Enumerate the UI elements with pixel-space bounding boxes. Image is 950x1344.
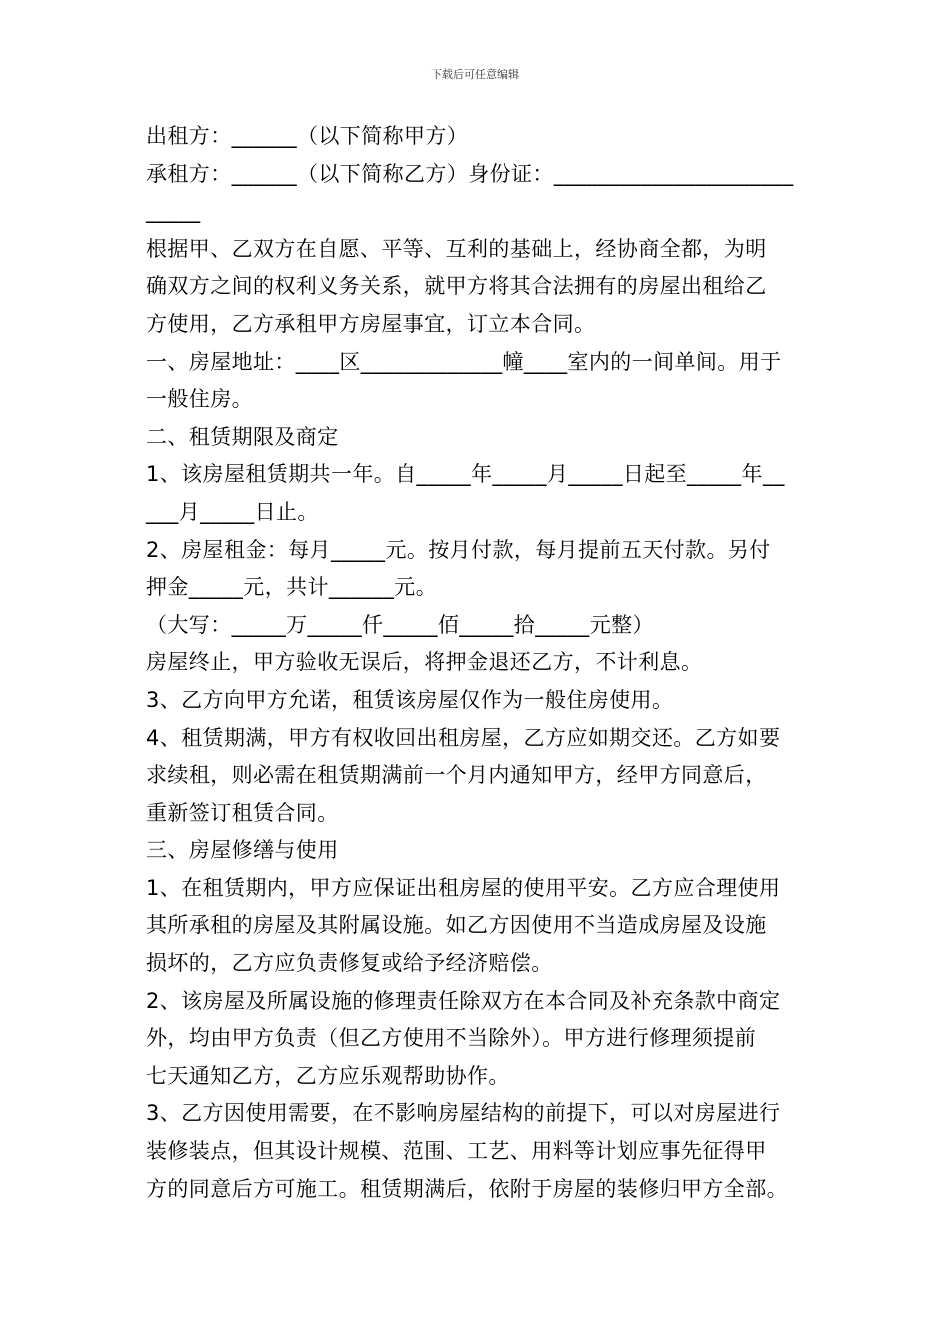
contract-line: 1、在租赁期内，甲方应保证出租房屋的使用平安。乙方应合理使用: [146, 875, 781, 900]
contract-line: 一般住房。: [146, 387, 253, 412]
contract-line: 损坏的，乙方应负责修复或给予经济赔偿。: [146, 951, 553, 976]
contract-line: 一、房屋地址：____区_____________幢____室内的一间单间。用于: [146, 349, 782, 374]
contract-line: 根据甲、乙双方在自愿、平等、互利的基础上，经协商全都，为明: [146, 236, 767, 261]
contract-line: _____: [146, 199, 201, 224]
contract-line: 1、该房屋租赁期共一年。自_____年_____月_____日起至_____年__: [146, 462, 785, 487]
contract-line: 2、该房屋及所属设施的修理责任除双方在本合同及补充条款中商定: [146, 988, 781, 1013]
contract-line: 出租方：______（以下简称甲方）: [146, 124, 469, 148]
contract-line: 七天通知乙方，乙方应乐观帮助协作。: [146, 1063, 510, 1088]
contract-line: 3、乙方因使用需要，在不影响房屋结构的前提下，可以对房屋进行: [146, 1101, 781, 1126]
contract-line: 外，均由甲方负责（但乙方使用不当除外）。甲方进行修理须提前: [146, 1026, 757, 1051]
contract-line: 2、房屋租金：每月_____元。按月付款，每月提前五天付款。另付: [146, 537, 771, 562]
header-note: 下载后可任意编辑: [431, 68, 519, 81]
contract-line: 其所承租的房屋及其附属设施。如乙方因使用不当造成房屋及设施: [146, 913, 767, 938]
contract-body: [146, 118, 816, 1208]
contract-line: 房屋终止，甲方验收无误后，将押金退还乙方，不计利息。: [146, 650, 703, 675]
contract-line: 4、租赁期满，甲方有权收回出租房屋，乙方应如期交还。乙方如要: [146, 725, 781, 750]
contract-line: 3、乙方向甲方允诺，租赁该房屋仅作为一般住房使用。: [146, 687, 674, 712]
contract-line: 确双方之间的权利义务关系，就甲方将其合法拥有的房屋出租给乙: [146, 274, 767, 299]
contract-line: 装修装点，但其设计规模、范围、工艺、用料等计划应事先征得甲: [146, 1139, 767, 1164]
contract-line: 重新签订租赁合同。: [146, 800, 339, 825]
contract-line: 承租方：______（以下简称乙方）身份证：______________________: [146, 161, 794, 186]
contract-line: 方使用，乙方承租甲方房屋事宜，订立本合同。: [146, 311, 596, 336]
section-heading: 三、房屋修缮与使用: [146, 838, 339, 863]
contract-line: 方的同意后方可施工。租赁期满后，依附于房屋的装修归甲方全部。: [146, 1176, 788, 1201]
contract-line: ___月_____日止。: [146, 499, 319, 524]
section-heading: 二、租赁期限及商定: [146, 424, 339, 449]
contract-line: （大写：_____万_____仟_____佰_____拾_____元整）: [146, 612, 654, 637]
contract-line: 押金_____元，共计______元。: [146, 575, 438, 600]
contract-line: 求续租，则必需在租赁期满前一个月内通知甲方，经甲方同意后，: [146, 763, 767, 788]
